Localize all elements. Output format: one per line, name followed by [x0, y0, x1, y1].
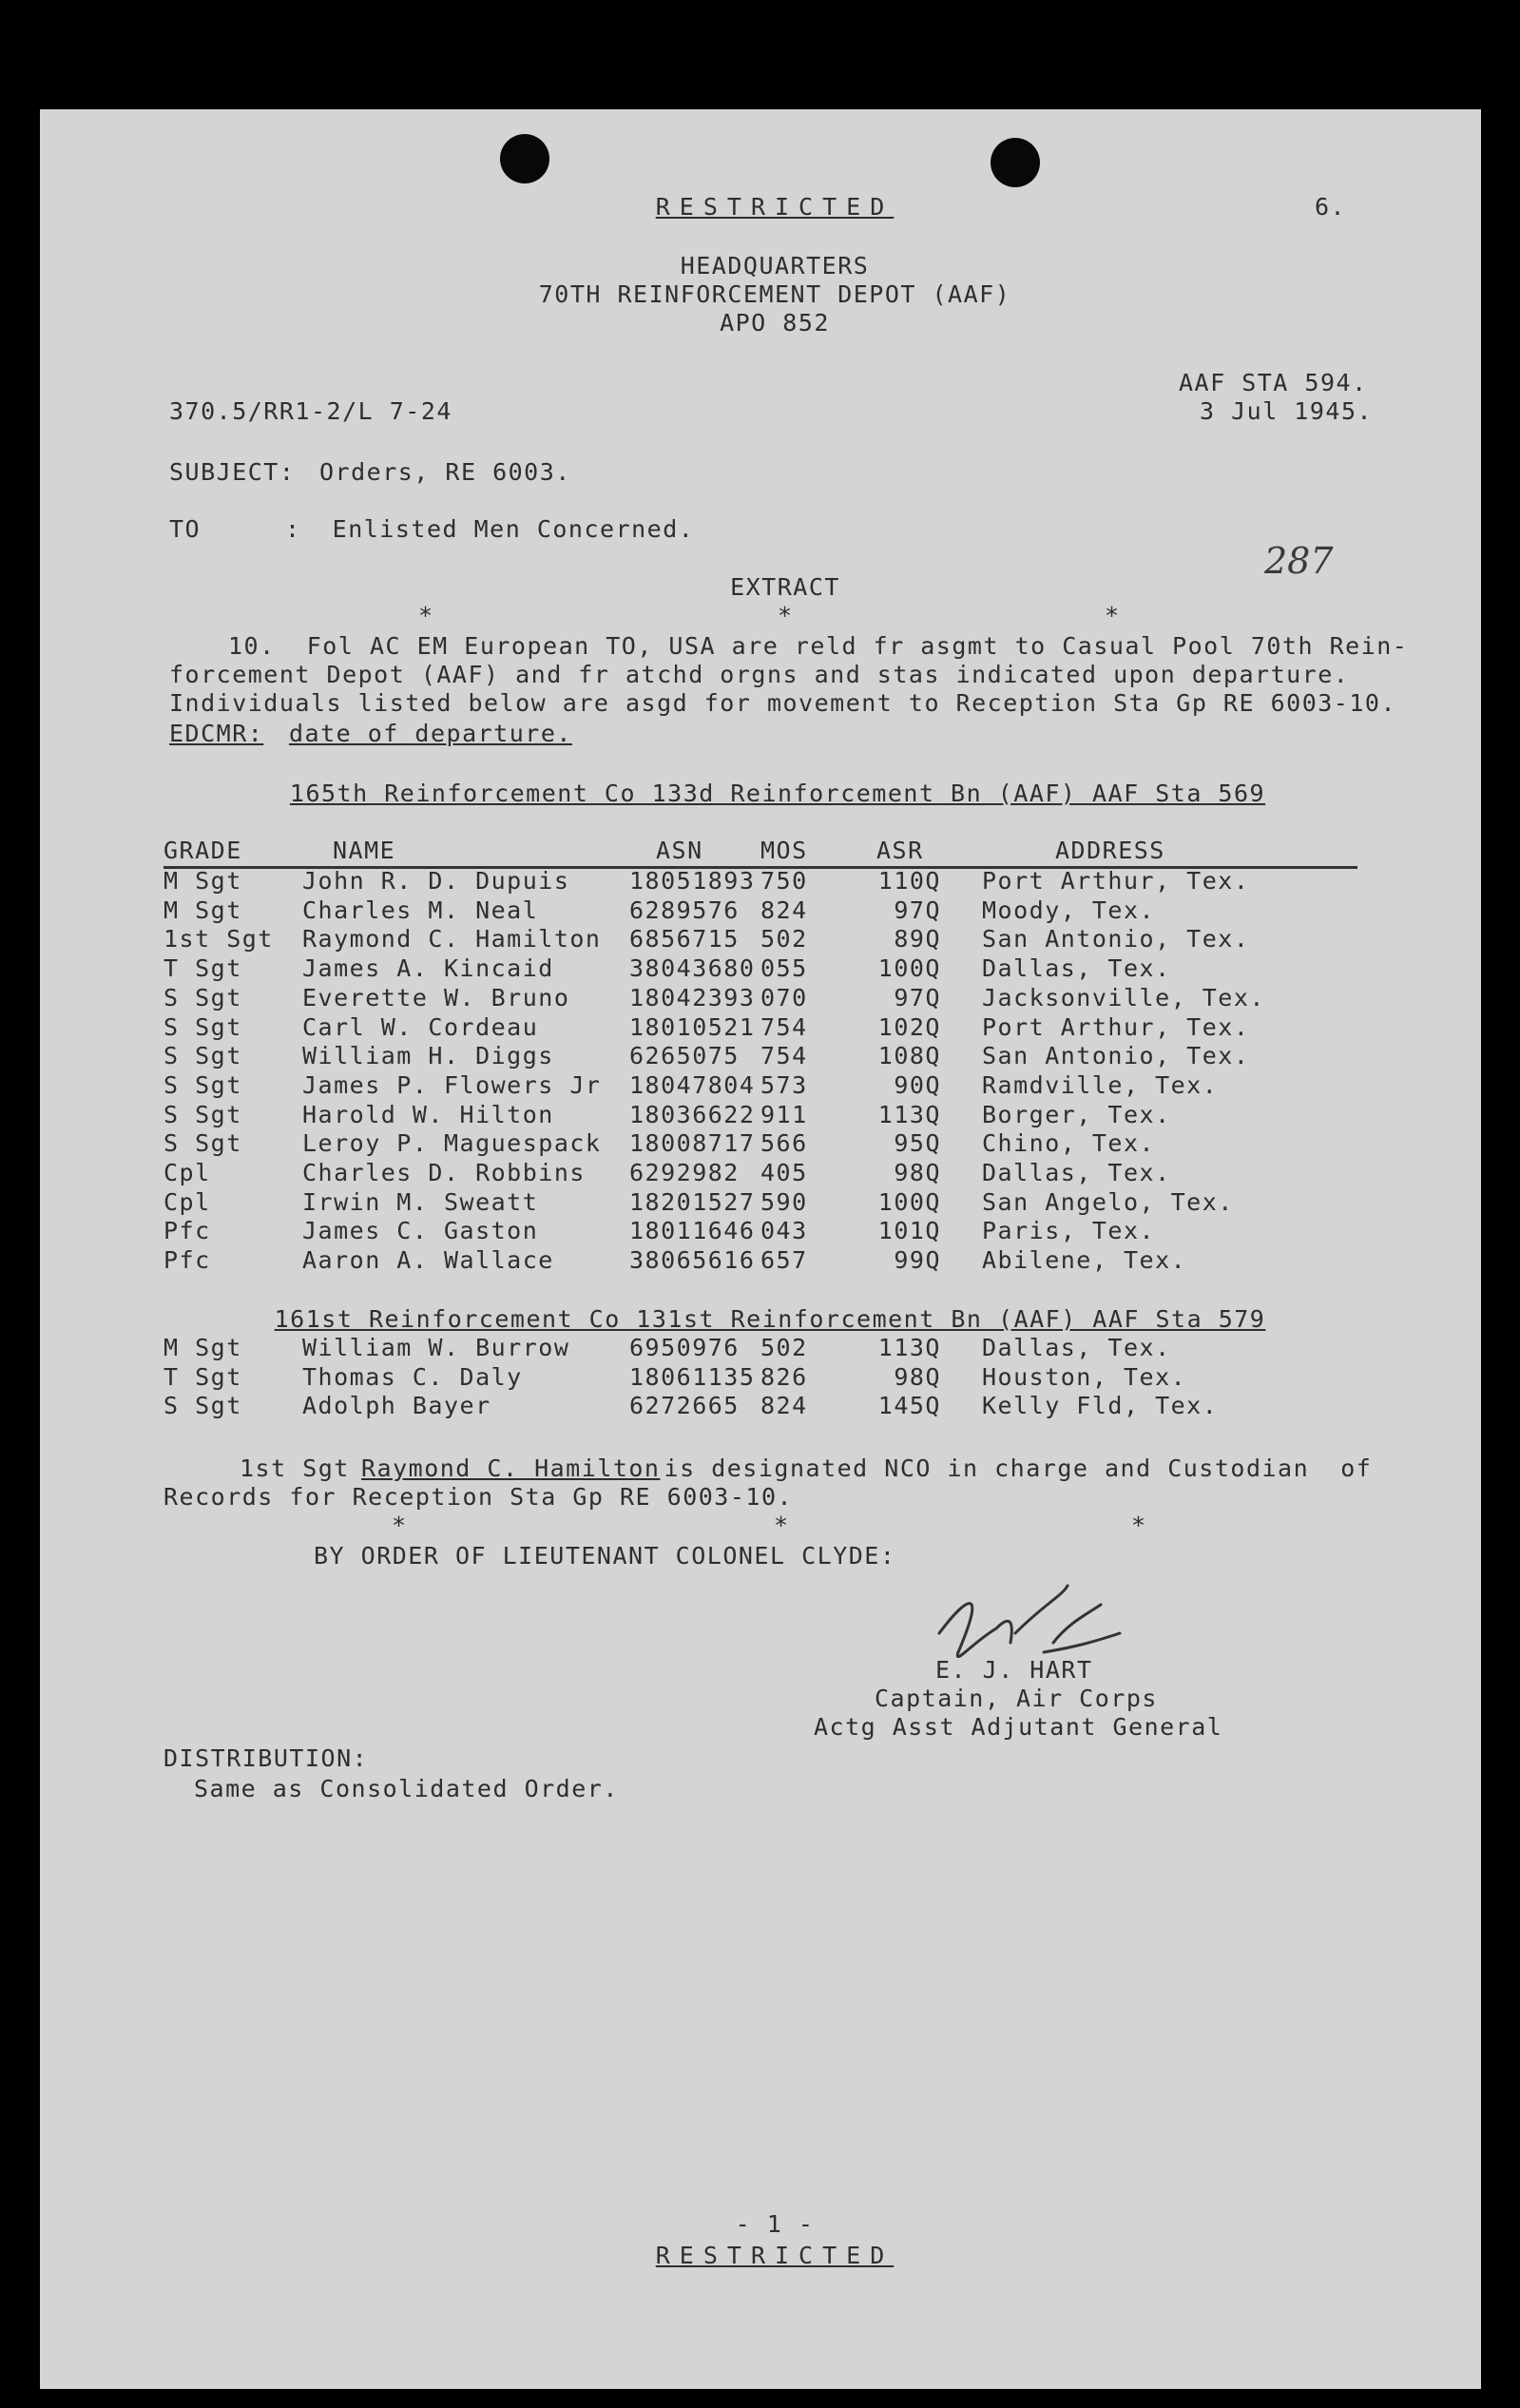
table-row — [0, 984, 1520, 1013]
cell-grade: Cpl — [164, 1187, 211, 1216]
cell-name: Leroy P. Maguespack — [302, 1129, 602, 1158]
cell-grade: 1st Sgt — [164, 925, 274, 954]
cell-asr: 113Q — [877, 1334, 941, 1361]
star-5: * — [774, 1512, 790, 1539]
star-2: * — [778, 602, 794, 629]
cell-asn: 18042393 — [629, 983, 756, 1011]
cell-asr: 100Q — [877, 1187, 941, 1216]
page-number: 6. — [1315, 193, 1347, 221]
cell-grade: S Sgt — [164, 1100, 242, 1128]
cell-address: Dallas, Tex. — [982, 954, 1171, 983]
paragraph-line-3: Individuals listed below are asgd for movement to Reception Sta Gp RE 6003-10. — [169, 689, 1396, 717]
cell-asr: 101Q — [877, 1217, 941, 1245]
designation-name: Raymond C. Hamilton — [361, 1454, 661, 1482]
cell-asn: 6289576 — [629, 896, 740, 924]
cell-asr: 90Q — [894, 1070, 941, 1099]
header-asn: ASN — [656, 837, 703, 864]
signer-name: E. J. HART — [935, 1656, 1093, 1684]
cell-address: Borger, Tex. — [982, 1100, 1171, 1128]
station: AAF STA 594. — [1179, 369, 1368, 396]
punch-hole-right — [991, 138, 1040, 187]
cell-asn: 38065616 — [629, 1246, 756, 1275]
cell-address: Houston, Tex. — [982, 1362, 1187, 1391]
cell-grade: M Sgt — [164, 896, 242, 924]
cell-name: James A. Kincaid — [302, 954, 554, 983]
cell-grade: T Sgt — [164, 1362, 242, 1391]
cell-mos: 754 — [760, 1042, 808, 1070]
header-mos: MOS — [760, 837, 808, 864]
cell-grade: M Sgt — [164, 1334, 242, 1361]
cell-address: Jacksonville, Tex. — [982, 983, 1265, 1011]
star-4: * — [392, 1512, 408, 1539]
header-grade: GRADE — [164, 837, 242, 864]
table-row — [0, 1129, 1520, 1159]
table-row — [0, 867, 1520, 896]
cell-mos: 590 — [760, 1187, 808, 1216]
cell-mos: 070 — [760, 983, 808, 1011]
subject-label: SUBJECT: — [169, 458, 296, 486]
cell-name: Adolph Bayer — [302, 1392, 491, 1420]
cell-mos: 502 — [760, 925, 808, 954]
table-row — [0, 896, 1520, 926]
table-row — [0, 1071, 1520, 1101]
cell-asr: 97Q — [894, 983, 941, 1011]
cell-mos: 502 — [760, 1334, 808, 1361]
handwritten-number: 287 — [1264, 540, 1334, 582]
subject-value: Orders, RE 6003. — [319, 458, 571, 486]
cell-name: Charles D. Robbins — [302, 1159, 586, 1186]
cell-mos: 754 — [760, 1012, 808, 1041]
cell-name: John R. D. Dupuis — [302, 867, 570, 895]
cell-mos: 055 — [760, 954, 808, 983]
star-3: * — [1105, 602, 1121, 629]
cell-grade: S Sgt — [164, 1070, 242, 1099]
cell-asr: 108Q — [877, 1042, 941, 1070]
cell-asr: 99Q — [894, 1246, 941, 1275]
table-row — [0, 1246, 1520, 1276]
cell-asn: 18008717 — [629, 1129, 756, 1158]
cell-mos: 566 — [760, 1129, 808, 1158]
signer-title: Actg Asst Adjutant General — [814, 1713, 1223, 1741]
cell-asn: 6265075 — [629, 1042, 740, 1070]
cell-asr: 89Q — [894, 925, 941, 954]
cell-asn: 6272665 — [629, 1392, 740, 1420]
cell-name: Thomas C. Daly — [302, 1362, 523, 1391]
cell-address: Moody, Tex. — [982, 896, 1156, 924]
cell-name: James C. Gaston — [302, 1217, 539, 1245]
cell-grade: T Sgt — [164, 954, 242, 983]
to-label: TO — [169, 515, 202, 543]
cell-mos: 405 — [760, 1159, 808, 1186]
cell-address: San Angelo, Tex. — [982, 1187, 1234, 1216]
cell-address: Port Arthur, Tex. — [982, 1012, 1250, 1041]
cell-asr: 98Q — [894, 1159, 941, 1186]
table-header-row — [0, 837, 1520, 866]
designation-prefix: 1st Sgt — [240, 1454, 350, 1482]
table-row — [0, 1392, 1520, 1421]
cell-address: San Antonio, Tex. — [982, 925, 1250, 954]
cell-grade: S Sgt — [164, 983, 242, 1011]
cell-asn: 6292982 — [629, 1159, 740, 1186]
edcmr-label: EDCMR: — [169, 720, 264, 747]
cell-asn: 18201527 — [629, 1187, 756, 1216]
cell-asr: 110Q — [877, 867, 941, 895]
page-marker: - 1 - — [735, 2210, 815, 2238]
distribution-value: Same as Consolidated Order. — [194, 1775, 619, 1802]
table-row — [0, 1363, 1520, 1393]
table-row — [0, 1159, 1520, 1188]
punch-hole-left — [500, 134, 549, 183]
cell-asr: 95Q — [894, 1129, 941, 1158]
cell-grade: Pfc — [164, 1217, 211, 1245]
star-1: * — [418, 602, 434, 629]
cell-name: Charles M. Neal — [302, 896, 539, 924]
table-row — [0, 954, 1520, 984]
cell-address: Dallas, Tex. — [982, 1159, 1171, 1186]
cell-grade: S Sgt — [164, 1042, 242, 1070]
cell-asr: 145Q — [877, 1392, 941, 1420]
table-row — [0, 1013, 1520, 1043]
table-row — [0, 925, 1520, 954]
cell-mos: 911 — [760, 1100, 808, 1128]
cell-grade: Pfc — [164, 1246, 211, 1275]
by-order-line: BY ORDER OF LIEUTENANT COLONEL CLYDE: — [314, 1542, 896, 1570]
cell-name: James P. Flowers Jr — [302, 1070, 602, 1099]
cell-name: Carl W. Cordeau — [302, 1012, 539, 1041]
signer-rank: Captain, Air Corps — [875, 1685, 1158, 1712]
edcmr-value: date of departure. — [289, 720, 572, 747]
cell-address: Ramdville, Tex. — [982, 1070, 1219, 1099]
cell-grade: Cpl — [164, 1159, 211, 1186]
cell-mos: 043 — [760, 1217, 808, 1245]
classification-top: RESTRICTED — [655, 193, 895, 221]
cell-grade: S Sgt — [164, 1392, 242, 1420]
header-address: ADDRESS — [1055, 837, 1165, 864]
cell-mos: 826 — [760, 1362, 808, 1391]
cell-name: Raymond C. Hamilton — [302, 925, 602, 954]
cell-mos: 573 — [760, 1070, 808, 1099]
cell-asn: 6856715 — [629, 925, 740, 954]
table-row — [0, 1101, 1520, 1130]
group2-title: 161st Reinforcement Co 131st Reinforcement Bn (AAF) AAF Sta 579 — [274, 1305, 1266, 1333]
cell-mos: 824 — [760, 1392, 808, 1420]
paragraph-line-1: 10. Fol AC EM European TO, USA are reld fr asgmt to Casual Pool 70th Rein- — [228, 632, 1409, 660]
cell-asr: 98Q — [894, 1362, 941, 1391]
extract-label: EXTRACT — [730, 573, 840, 601]
table-row — [0, 1217, 1520, 1246]
cell-grade: S Sgt — [164, 1129, 242, 1158]
file-number: 370.5/RR1-2/L 7-24 — [169, 397, 452, 425]
header-asr: ASR — [876, 837, 924, 864]
table-row — [0, 1334, 1520, 1363]
cell-asn: 18010521 — [629, 1012, 756, 1041]
to-value: : Enlisted Men Concerned. — [285, 515, 695, 543]
cell-asn: 38043680 — [629, 954, 756, 983]
cell-asn: 18051893 — [629, 867, 756, 895]
table-row — [0, 1188, 1520, 1218]
cell-asr: 102Q — [877, 1012, 941, 1041]
cell-asn: 18047804 — [629, 1070, 756, 1099]
cell-asr: 113Q — [877, 1100, 941, 1128]
group1-title: 165th Reinforcement Co 133d Reinforcement Bn (AAF) AAF Sta 569 — [289, 780, 1266, 807]
designation-rest: is designated NCO in charge and Custodian of — [648, 1454, 1373, 1482]
cell-name: Irwin M. Sweatt — [302, 1187, 539, 1216]
cell-name: William W. Burrow — [302, 1334, 570, 1361]
cell-name: William H. Diggs — [302, 1042, 554, 1070]
cell-name: Everette W. Bruno — [302, 983, 570, 1011]
cell-mos: 750 — [760, 867, 808, 895]
cell-asn: 18061135 — [629, 1362, 756, 1391]
cell-address: Abilene, Tex. — [982, 1246, 1187, 1275]
org-line-2: 70TH REINFORCEMENT DEPOT (AAF) — [538, 280, 1011, 308]
cell-name: Aaron A. Wallace — [302, 1246, 554, 1275]
cell-asn: 18011646 — [629, 1217, 756, 1245]
cell-asn: 6950976 — [629, 1334, 740, 1361]
org-line-1: HEADQUARTERS — [680, 252, 870, 279]
cell-address: San Antonio, Tex. — [982, 1042, 1250, 1070]
cell-grade: M Sgt — [164, 867, 242, 895]
classification-bottom: RESTRICTED — [655, 2242, 895, 2269]
org-line-3: APO 852 — [720, 309, 830, 337]
table-row — [0, 1042, 1520, 1071]
paragraph-line-2: forcement Depot (AAF) and fr atchd orgns and stas indicated upon departure. — [169, 661, 1350, 688]
cell-grade: S Sgt — [164, 1012, 242, 1041]
cell-mos: 657 — [760, 1246, 808, 1275]
cell-name: Harold W. Hilton — [302, 1100, 554, 1128]
cell-address: Chino, Tex. — [982, 1129, 1156, 1158]
header-name: NAME — [333, 837, 396, 864]
designation-line-2: Records for Reception Sta Gp RE 6003-10. — [164, 1483, 794, 1511]
cell-asn: 18036622 — [629, 1100, 756, 1128]
cell-address: Paris, Tex. — [982, 1217, 1156, 1245]
distribution-label: DISTRIBUTION: — [164, 1744, 369, 1772]
cell-address: Port Arthur, Tex. — [982, 867, 1250, 895]
cell-address: Kelly Fld, Tex. — [982, 1392, 1219, 1420]
cell-mos: 824 — [760, 896, 808, 924]
cell-address: Dallas, Tex. — [982, 1334, 1171, 1361]
cell-asr: 100Q — [877, 954, 941, 983]
date: 3 Jul 1945. — [1200, 397, 1374, 425]
cell-asr: 97Q — [894, 896, 941, 924]
star-6: * — [1131, 1512, 1147, 1539]
